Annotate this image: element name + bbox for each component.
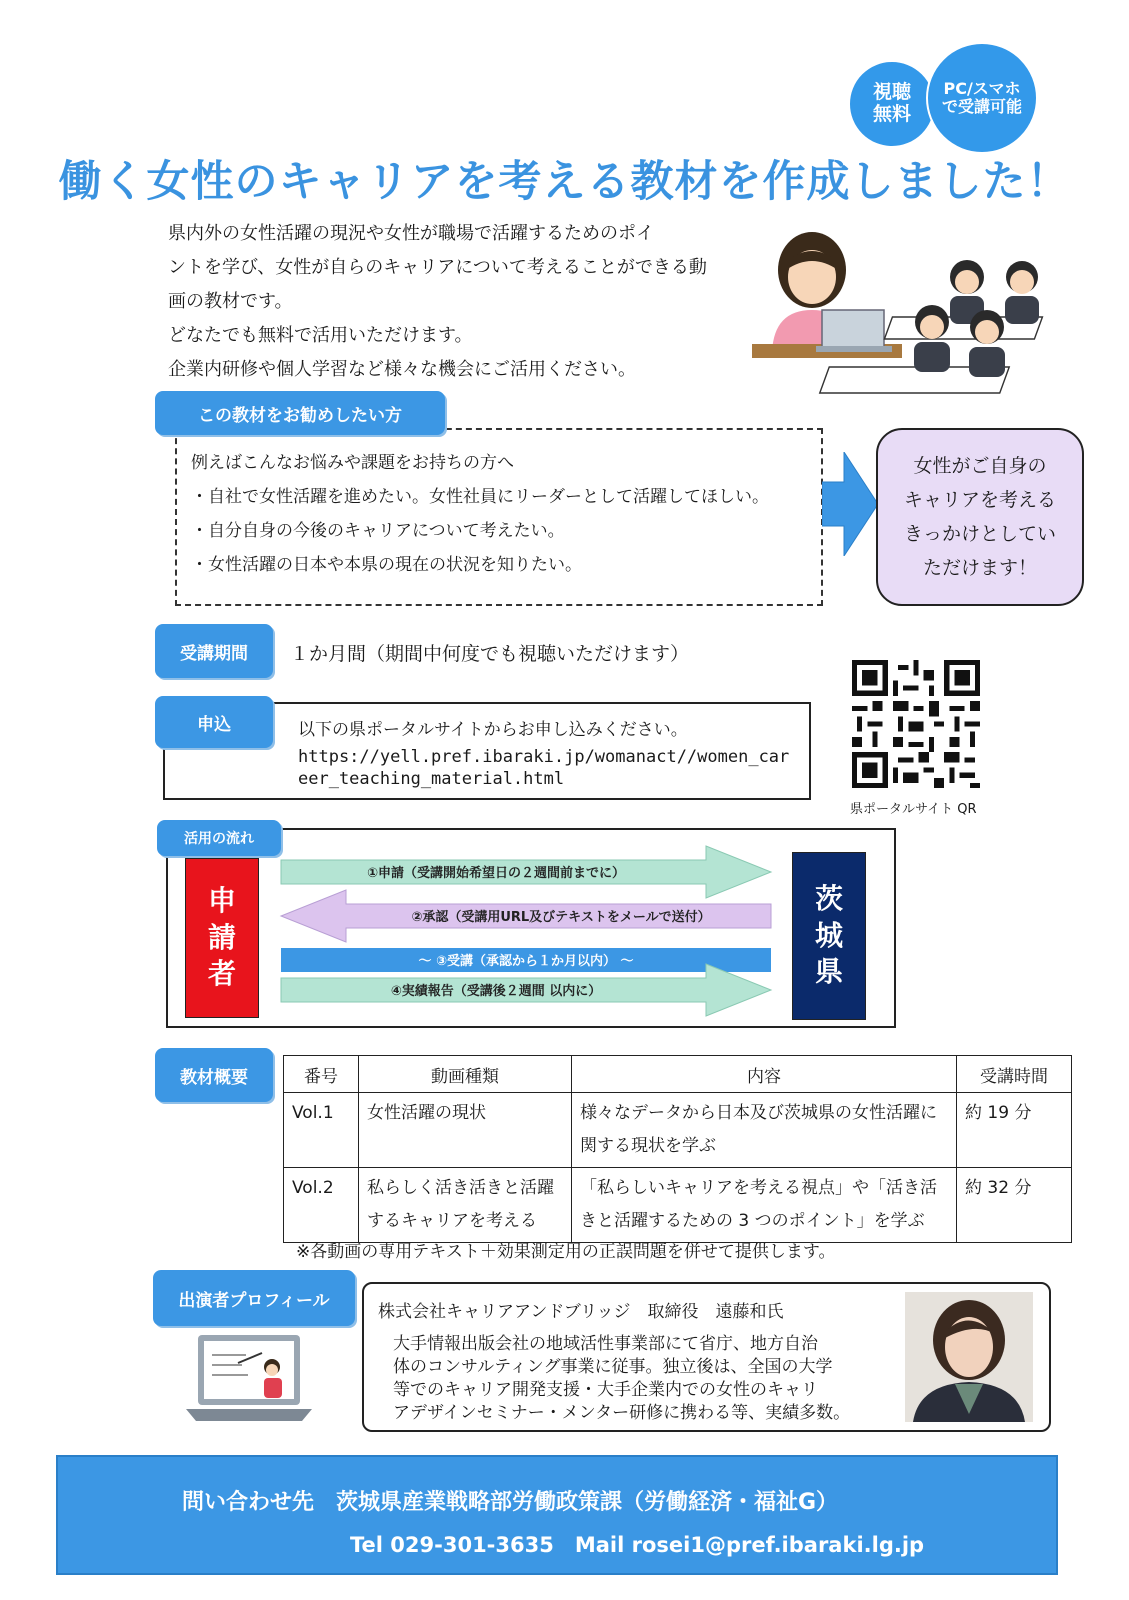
pc-smartphone-badge: PC/スマホ で受講可能 (926, 42, 1038, 154)
profile-bio-line: 体のコンサルティング事業に従事。独立後は、全国の大学 (393, 1357, 833, 1377)
recommend-item: ・自社で女性活躍を進めたい。女性社員にリーダーとして活躍してほしい。 (191, 487, 769, 507)
cell-number: Vol.2 (284, 1168, 359, 1243)
portal-url-line: eer_teaching_material.html (298, 769, 565, 789)
intro-line: どなたでも無料で活用いただけます。 (168, 325, 473, 346)
lecture-laptop-illustration (186, 1333, 312, 1425)
materials-note: ※各動画の専用テキスト＋効果測定用の正誤問題を併せて提供します。 (296, 1242, 836, 1262)
intro-line: 画の教材です。 (168, 291, 293, 312)
recommend-item: ・自分自身の今後のキャリアについて考えたい。 (191, 521, 565, 541)
apply-tab: 申込 (155, 696, 273, 748)
materials-tab: 教材概要 (155, 1048, 273, 1102)
free-viewing-badge: 視聴 無料 (848, 60, 936, 148)
header-duration: 受講時間 (957, 1056, 1072, 1093)
cell-duration: 約 19 分 (957, 1093, 1072, 1168)
contact-footer (56, 1455, 1058, 1575)
header-video-type: 動画種類 (359, 1056, 572, 1093)
recommend-lead: 例えばこんなお悩みや課題をお持ちの方へ (191, 453, 514, 473)
table-row (284, 1168, 1072, 1243)
cell-duration: 約 32 分 (957, 1168, 1072, 1243)
contact-tel-mail[interactable]: Tel 029-301-3635 Mail rosei1@pref.ibaraki.lg.jp (350, 1533, 925, 1557)
intro-line: 県内外の女性活躍の現況や女性が職場で活躍するためのポイ (168, 223, 654, 244)
step3-label: ～ ③受講（承認から１か月以内） ～ (418, 954, 634, 969)
step1-label: ①申請（受講開始希望日の２週間前までに） (366, 866, 626, 881)
recommend-result: 女性がご自身の キャリアを考える きっかけとしてい ただけます！ (876, 428, 1084, 606)
flow-tab: 活用の流れ (157, 820, 281, 856)
cell-number: Vol.1 (284, 1093, 359, 1168)
cell-content: 「私らしいキャリアを考える視点」や「活き活きと活躍するための 3 つのポイント」を学ぶ (572, 1168, 957, 1243)
contact-line: 問い合わせ先 茨城県産業戦略部労働政策課（労働経済・福祉G） (182, 1490, 839, 1515)
profile-bio (393, 1333, 850, 1425)
recommend-item: ・女性活躍の日本や本県の現在の状況を知りたい。 (191, 555, 582, 575)
step2-label: ②承認（受講用URL及びテキストをメールで送付） (411, 910, 711, 925)
materials-table (283, 1055, 1072, 1243)
profile-bio-line: 大手情報出版会社の地域活性事業部にて省庁、地方自治 (393, 1334, 818, 1354)
table-row (284, 1093, 1072, 1168)
portal-url-line: https://yell.pref.ibaraki.jp/womanact//women_car (298, 747, 790, 767)
cell-content: 様々なデータから日本及び茨城県の女性活躍に関する現状を学ぶ (572, 1093, 957, 1168)
flow-arrows (276, 842, 776, 1024)
apply-text: 以下の県ポータルサイトからお申し込みください。 (298, 720, 688, 740)
header-content: 内容 (572, 1056, 957, 1093)
header-number: 番号 (284, 1056, 359, 1093)
qr-label: 県ポータルサイト QR (850, 802, 977, 817)
recommend-tab: この教材をお勧めしたい方 (155, 391, 445, 435)
intro-line: ントを学び、女性が自らのキャリアについて考えることができる動 (168, 257, 707, 278)
step4-label: ④実績報告（受講後２週間 以内に） (390, 984, 602, 999)
page-title: 働く女性のキャリアを考える教材を作成しました！ (58, 157, 1071, 207)
cell-video-type: 女性活躍の現状 (359, 1093, 572, 1168)
prefecture-box: 茨 城 県 (792, 852, 866, 1020)
profile-name: 株式会社キャリアアンドブリッジ 取締役 遠藤和氏 (378, 1302, 784, 1322)
qr-code-icon[interactable] (852, 660, 980, 788)
profile-bio-line: 等でのキャリア開発支援・大手企業内での女性のキャリ (393, 1380, 818, 1400)
cell-video-type: 私らしく活き活きと活躍するキャリアを考える (359, 1168, 572, 1243)
profile-photo (905, 1292, 1033, 1422)
intro-text (168, 217, 748, 387)
portal-url-link[interactable] (298, 746, 789, 790)
profile-tab: 出演者プロフィール (153, 1270, 355, 1326)
applicant-box: 申 請 者 (185, 858, 259, 1018)
right-arrow-icon (822, 452, 878, 556)
table-header-row (284, 1056, 1072, 1093)
intro-line: 企業内研修や個人学習など様々な機会にご活用ください。 (168, 359, 636, 380)
people-illustration (752, 222, 1082, 412)
period-text: １か月間（期間中何度でも視聴いただけます） (290, 643, 690, 665)
recommend-box (175, 428, 823, 606)
period-tab: 受講期間 (155, 624, 273, 678)
profile-bio-line: アデザインセミナー・メンター研修に携わる等、実績多数。 (393, 1403, 851, 1423)
